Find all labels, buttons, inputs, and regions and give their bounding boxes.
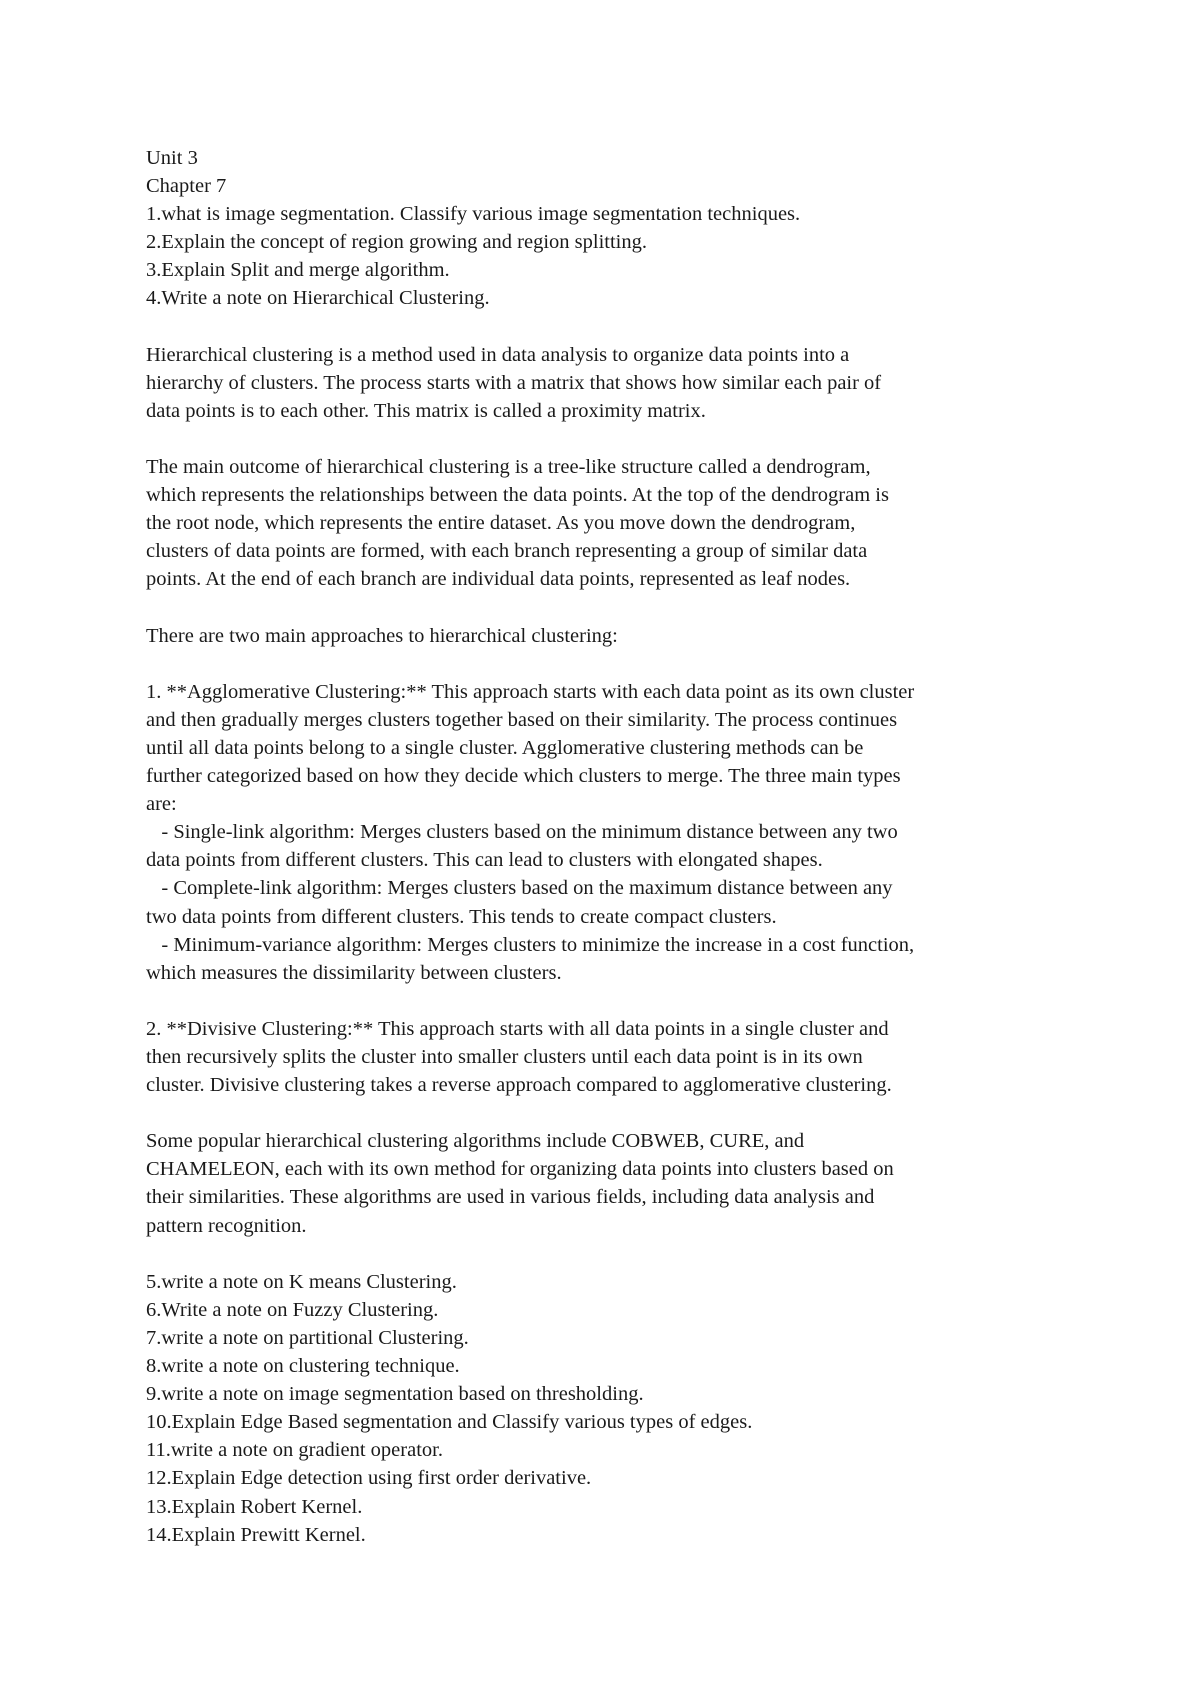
spacer [146,987,1076,1015]
question-item: 9.write a note on image segmentation based on thresholding. [146,1383,644,1406]
text-line: until all data points belong to a single cluster. Agglomerative clustering methods can be [146,736,864,759]
spacer [146,650,1076,678]
text-line: hierarchy of clusters. The process starts with a matrix that shows how similar each pair of [146,371,882,394]
text-line: and then gradually merges clusters together based on their similarity. The process continues [146,708,898,731]
answer-paragraph-divisive [146,1015,1076,1099]
unit-heading: Unit 3 [146,147,198,169]
text-line: Some popular hierarchical clustering algorithms include COBWEB, CURE, and [146,1130,805,1153]
spacer [146,1240,1076,1268]
text-line: points. At the end of each branch are individual data points, represented as leaf nodes. [146,568,851,591]
question-item: 10.Explain Edge Based segmentation and Classify various types of edges. [146,1411,753,1434]
text-line: There are two main approaches to hierarchical clustering: [146,624,618,647]
answer-paragraph-agglomerative [146,678,1076,987]
question-item: 1.what is image segmentation. Classify various image segmentation techniques. [146,203,801,226]
answer-paragraph-approaches [146,622,1076,650]
question-item: 12.Explain Edge detection using first order derivative. [146,1467,592,1490]
text-line: the root node, which represents the entire dataset. As you move down the dendrogram, [146,512,856,535]
text-line: cluster. Divisive clustering takes a reverse approach compared to agglomerative clustering. [146,1074,892,1097]
questions-top-list [146,200,1076,312]
chapter-heading: Chapter 7 [146,175,227,198]
text-line: further categorized based on how they decide which clusters to merge. The three main types [146,765,901,788]
question-item: 11.write a note on gradient operator. [146,1439,443,1462]
text-line: which represents the relationships between the data points. At the top of the dendrogram is [146,484,889,507]
text-line: 2. **Divisive Clustering:** This approach starts with all data points in a single cluster and [146,1017,889,1040]
question-item: 8.write a note on clustering technique. [146,1355,460,1378]
questions-bottom-list [146,1268,1076,1549]
text-line: two data points from different clusters. This tends to create compact clusters. [146,905,777,928]
answer-paragraph-intro [146,341,1076,425]
answer-paragraph-algorithms [146,1127,1076,1239]
text-line: The main outcome of hierarchical clustering is a tree-like structure called a dendrogram, [146,456,871,479]
text-line: - Single-link algorithm: Merges clusters based on the minimum distance between any two [146,821,898,844]
question-item: 2.Explain the concept of region growing and region splitting. [146,231,647,254]
spacer [146,313,1076,341]
question-item: 13.Explain Robert Kernel. [146,1495,363,1518]
text-line: Hierarchical clustering is a method used in data analysis to organize data points into a [146,343,850,366]
spacer [146,594,1076,622]
text-line: clusters of data points are formed, with each branch representing a group of similar data [146,540,868,563]
question-item: 5.write a note on K means Clustering. [146,1270,457,1293]
document-page [146,144,1076,1549]
text-line: are: [146,793,177,816]
text-line: pattern recognition. [146,1214,307,1237]
question-item: 7.write a note on partitional Clustering. [146,1326,469,1349]
text-line: data points from different clusters. This can lead to clusters with elongated shapes. [146,849,823,872]
text-line: then recursively splits the cluster into smaller clusters until each data point is in its own [146,1046,863,1068]
question-item: 3.Explain Split and merge algorithm. [146,259,450,282]
text-line: which measures the dissimilarity between clusters. [146,961,562,984]
question-item: 6.Write a note on Fuzzy Clustering. [146,1298,439,1321]
text-line: 1. **Agglomerative Clustering:** This approach starts with each data point as its own cluster [146,680,915,703]
answer-paragraph-dendrogram [146,453,1076,593]
text-line: data points is to each other. This matrix is called a proximity matrix. [146,399,706,422]
text-line: - Complete-link algorithm: Merges clusters based on the maximum distance between any [146,877,893,900]
text-line: CHAMELEON, each with its own method for organizing data points into clusters based on [146,1158,894,1181]
text-line: their similarities. These algorithms are used in various fields, including data analysis and [146,1186,875,1209]
spacer [146,1099,1076,1127]
spacer [146,425,1076,453]
question-item: 14.Explain Prewitt Kernel. [146,1523,366,1546]
text-line: - Minimum-variance algorithm: Merges clusters to minimize the increase in a cost function, [146,933,915,956]
question-item: 4.Write a note on Hierarchical Clustering. [146,287,490,310]
